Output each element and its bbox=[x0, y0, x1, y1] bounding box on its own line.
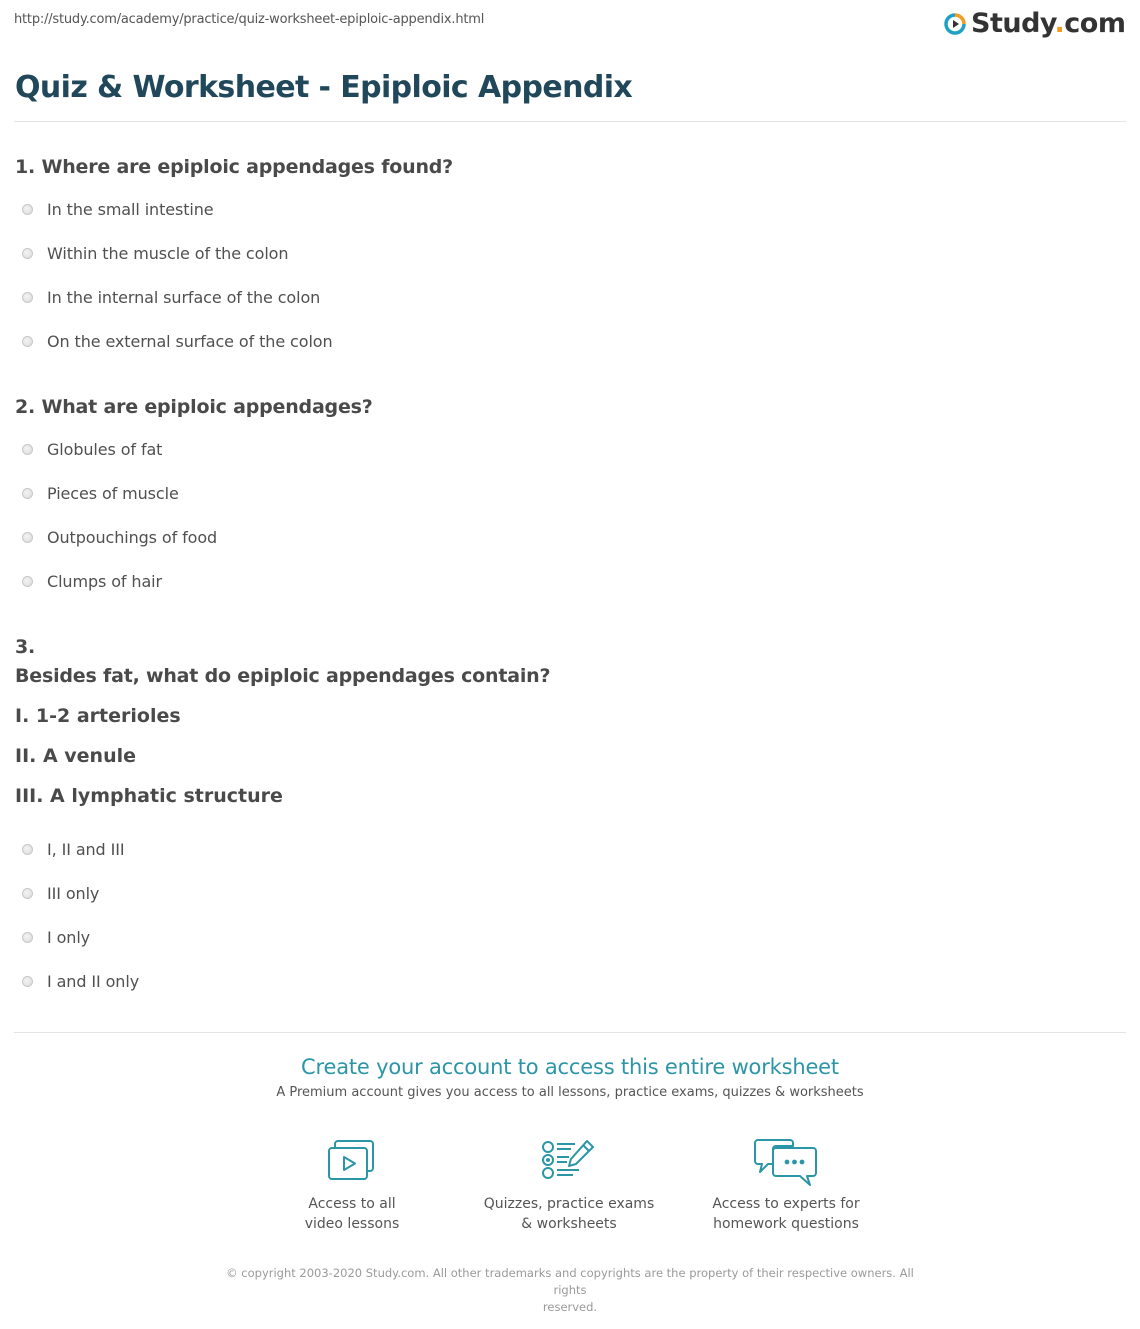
q2-option-4[interactable]: Clumps of hair bbox=[22, 572, 162, 591]
feature-label: Quizzes, practice exams & worksheets bbox=[483, 1196, 655, 1232]
radio-button[interactable] bbox=[22, 932, 33, 943]
question-2-text: 2. What are epiploic appendages? bbox=[15, 396, 373, 418]
play-circle-logo-icon bbox=[944, 13, 966, 35]
radio-button[interactable] bbox=[22, 248, 33, 259]
content-divider bbox=[14, 1032, 1126, 1033]
q1-option-2[interactable]: Within the muscle of the colon bbox=[22, 244, 288, 263]
q2-option-3[interactable]: Outpouchings of food bbox=[22, 528, 217, 547]
q3-option-2[interactable]: III only bbox=[22, 884, 99, 903]
radio-button[interactable] bbox=[22, 576, 33, 587]
radio-button[interactable] bbox=[22, 292, 33, 303]
q3-option-3[interactable]: I only bbox=[22, 928, 90, 947]
q2-option-1[interactable]: Globules of fat bbox=[22, 440, 162, 459]
logo-wordmark: Study.com bbox=[971, 8, 1126, 39]
q3-statement-1: I. 1-2 arterioles bbox=[15, 705, 181, 727]
q3-option-4[interactable]: I and II only bbox=[22, 972, 139, 991]
chat-bubbles-icon bbox=[754, 1138, 818, 1188]
q3-statement-3: III. A lymphatic structure bbox=[15, 785, 283, 807]
quiz-checklist-icon bbox=[541, 1138, 597, 1182]
q1-option-4[interactable]: On the external surface of the colon bbox=[22, 332, 333, 351]
radio-button[interactable] bbox=[22, 488, 33, 499]
q2-option-2[interactable]: Pieces of muscle bbox=[22, 484, 179, 503]
feature-experts bbox=[686, 1138, 886, 1234]
feature-label: Access to all video lessons bbox=[304, 1196, 400, 1232]
radio-button[interactable] bbox=[22, 204, 33, 215]
radio-button[interactable] bbox=[22, 336, 33, 347]
premium-description: A Premium account gives you access to all lessons, practice exams, quizzes & worksheets bbox=[276, 1085, 864, 1100]
radio-button[interactable] bbox=[22, 844, 33, 855]
copyright-notice: © copyright 2003-2020 Study.com. All other trademarks and copyrights are the property of their respective owners. All rights reserved. bbox=[226, 1266, 914, 1314]
study-logo[interactable] bbox=[944, 10, 1126, 38]
q3-option-1[interactable]: I, II and III bbox=[22, 840, 124, 859]
title-divider bbox=[14, 121, 1126, 122]
question-3-number: 3. bbox=[15, 636, 36, 658]
feature-label: Access to experts for homework questions bbox=[712, 1196, 860, 1232]
create-account-link[interactable]: Create your account to access this entire worksheet bbox=[301, 1055, 839, 1079]
video-lessons-icon bbox=[326, 1138, 378, 1182]
radio-button[interactable] bbox=[22, 888, 33, 899]
radio-button[interactable] bbox=[22, 976, 33, 987]
feature-quizzes bbox=[469, 1138, 669, 1234]
question-3-text: Besides fat, what do epiploic appendages contain? bbox=[15, 665, 551, 687]
page-url: http://study.com/academy/practice/quiz-worksheet-epiploic-appendix.html bbox=[14, 12, 485, 27]
page-title: Quiz & Worksheet - Epiploic Appendix bbox=[15, 70, 633, 105]
radio-button[interactable] bbox=[22, 444, 33, 455]
feature-video-lessons bbox=[252, 1138, 452, 1234]
q1-option-1[interactable]: In the small intestine bbox=[22, 200, 214, 219]
q1-option-3[interactable]: In the internal surface of the colon bbox=[22, 288, 320, 307]
q3-statement-2: II. A venule bbox=[15, 745, 137, 767]
radio-button[interactable] bbox=[22, 532, 33, 543]
question-1-text: 1. Where are epiploic appendages found? bbox=[15, 156, 454, 178]
